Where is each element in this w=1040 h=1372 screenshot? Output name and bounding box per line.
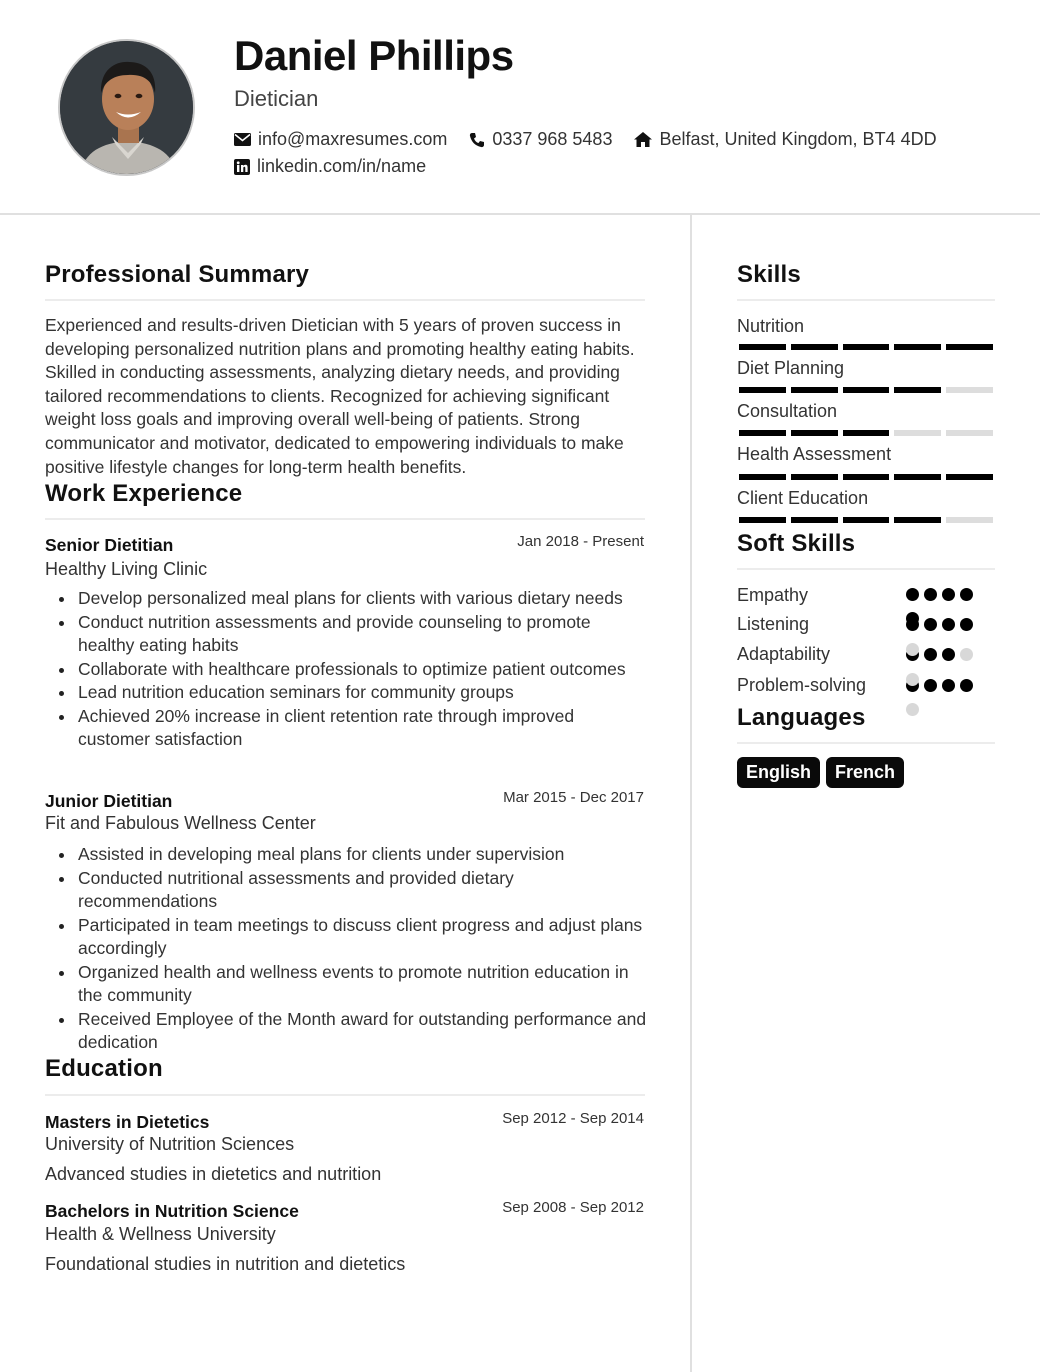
list-item: Collaborate with healthcare professionals to optimize patient outcomes	[78, 658, 648, 682]
address-contact	[634, 129, 936, 150]
rating-dot	[960, 618, 973, 631]
list-item: Develop personalized meal plans for clients with various dietary needs	[78, 587, 648, 611]
skill-segment	[894, 344, 941, 350]
resume-header	[0, 0, 1040, 215]
job-title: Senior Dietitian	[45, 535, 174, 555]
list-item: Received Employee of the Month award for outstanding performance and dedication	[78, 1008, 648, 1055]
school-name: University of Nutrition Sciences	[45, 1134, 295, 1154]
languages-list	[737, 757, 904, 788]
linkedin-icon	[234, 159, 250, 175]
contact-row	[234, 129, 959, 150]
skill-segment	[946, 517, 993, 523]
skill-segment	[843, 430, 890, 436]
soft-skill-name: Problem-solving	[737, 675, 867, 695]
rating-dot	[960, 588, 973, 601]
list-item: Conduct nutrition assessments and provide counseling to promote healthy eating habits	[78, 611, 648, 658]
contact-row-2	[234, 156, 448, 177]
skill-level-bar	[739, 517, 993, 523]
skill-segment	[739, 387, 786, 393]
section-rule	[45, 1094, 645, 1096]
education-heading: Education	[45, 1055, 163, 1082]
skill-level-bar	[739, 344, 993, 350]
education-description: Advanced studies in dietetics and nutrition	[45, 1164, 382, 1184]
skill-segment	[946, 430, 993, 436]
job-company: Fit and Fabulous Wellness Center	[45, 813, 316, 833]
section-rule	[45, 518, 645, 520]
email-contact[interactable]	[234, 129, 447, 150]
education-description: Foundational studies in nutrition and dietetics	[45, 1254, 406, 1274]
experience-heading: Work Experience	[45, 480, 243, 507]
email-text: info@maxresumes.com	[258, 129, 448, 149]
degree-title: Masters in Dietetics	[45, 1112, 210, 1132]
education-date: Sep 2008 - Sep 2012	[502, 1199, 644, 1216]
languages-heading: Languages	[737, 704, 866, 731]
skill-segment	[843, 344, 890, 350]
skill-name: Diet Planning	[737, 358, 845, 378]
skill-segment	[739, 430, 786, 436]
section-rule	[737, 568, 995, 570]
skill-name: Health Assessment	[737, 444, 892, 464]
rating-dot	[942, 588, 955, 601]
soft-skills-heading: Soft Skills	[737, 530, 856, 557]
list-item: Conducted nutritional assessments and provided dietary recommendations	[78, 867, 648, 914]
soft-skill-name: Listening	[737, 614, 810, 634]
linkedin-contact[interactable]	[234, 156, 426, 177]
rating-dot	[960, 648, 973, 661]
skill-segment	[946, 387, 993, 393]
rating-dot	[960, 679, 973, 692]
section-rule	[45, 299, 645, 301]
skill-segment	[843, 517, 890, 523]
rating-dot	[924, 588, 937, 601]
job-bullets	[78, 587, 648, 752]
skill-segment	[843, 474, 890, 480]
home-icon	[634, 132, 652, 147]
skill-segment	[791, 430, 838, 436]
candidate-name: Daniel Phillips	[234, 32, 514, 79]
skill-level-bar	[739, 474, 993, 480]
skill-segment	[946, 344, 993, 350]
skill-segment	[791, 344, 838, 350]
list-item: Lead nutrition education seminars for community groups	[78, 681, 648, 705]
linkedin-text: linkedin.com/in/name	[257, 156, 427, 176]
summary-text: Experienced and results-driven Dietician with 5 years of proven success in developing personalized nutrition plans and promoting healthy eating habits. Skilled in conducting assessments, analyzing dietary needs, and providing tailored recommendations to clients. Recognized for achieving significant weight loss goals and improving overall well-being of patients. Strong communicator and motivator, dedicated to empowering individuals to make positive lifestyle changes for long-term health benefits.	[45, 315, 635, 477]
language-badge: French	[826, 757, 904, 788]
skill-segment	[894, 517, 941, 523]
skill-segment	[894, 474, 941, 480]
rating-dot	[924, 679, 937, 692]
skill-segment	[739, 474, 786, 480]
skill-segment	[894, 387, 941, 393]
phone-text: 0337 968 5483	[492, 129, 613, 149]
address-text: Belfast, United Kingdom, BT4 4DD	[659, 129, 937, 149]
degree-title: Bachelors in Nutrition Science	[45, 1201, 299, 1221]
rating-dot	[942, 618, 955, 631]
skill-segment	[791, 517, 838, 523]
job-title: Junior Dietitian	[45, 791, 173, 811]
skill-name: Nutrition	[737, 316, 805, 336]
envelope-icon	[234, 133, 251, 146]
soft-skill-name: Adaptability	[737, 644, 831, 664]
phone-contact[interactable]	[469, 129, 612, 150]
job-date: Mar 2015 - Dec 2017	[503, 789, 644, 806]
list-item: Organized health and wellness events to promote nutrition education in the community	[78, 961, 648, 1008]
rating-dot	[942, 679, 955, 692]
skill-segment	[739, 344, 786, 350]
phone-icon	[469, 132, 485, 148]
skill-segment	[791, 474, 838, 480]
skill-segment	[894, 430, 941, 436]
job-bullets	[78, 843, 648, 1055]
list-item: Assisted in developing meal plans for clients under supervision	[78, 843, 648, 867]
skills-heading: Skills	[737, 261, 801, 288]
rating-dot	[942, 648, 955, 661]
rating-dot	[924, 648, 937, 661]
skill-name: Consultation	[737, 401, 838, 421]
skill-level-bar	[739, 387, 993, 393]
skill-segment	[739, 517, 786, 523]
language-badge: English	[737, 757, 820, 788]
rating-dot	[906, 588, 919, 601]
rating-dot	[924, 618, 937, 631]
column-divider	[690, 215, 692, 1372]
education-date: Sep 2012 - Sep 2014	[502, 1110, 644, 1127]
list-item: Participated in team meetings to discuss client progress and adjust plans accordingly	[78, 914, 648, 961]
list-item: Achieved 20% increase in client retention rate through improved customer satisfaction	[78, 705, 648, 752]
skill-segment	[946, 474, 993, 480]
candidate-role: Dietician	[234, 86, 319, 111]
overflow-dot	[906, 673, 919, 686]
section-rule	[737, 742, 995, 744]
overflow-dot	[906, 612, 919, 625]
section-rule	[737, 299, 995, 301]
skill-segment	[843, 387, 890, 393]
person-portrait-icon	[60, 41, 195, 176]
job-company: Healthy Living Clinic	[45, 559, 208, 579]
school-name: Health & Wellness University	[45, 1224, 276, 1244]
summary-heading: Professional Summary	[45, 261, 310, 288]
skill-segment	[791, 387, 838, 393]
skill-level-bar	[739, 430, 993, 436]
skill-name: Client Education	[737, 488, 869, 508]
profile-photo	[58, 39, 195, 176]
soft-skill-name: Empathy	[737, 585, 809, 605]
job-date: Jan 2018 - Present	[517, 533, 644, 550]
overflow-dot	[906, 703, 919, 716]
soft-skill-rating	[906, 588, 973, 601]
overflow-dot	[906, 643, 919, 656]
